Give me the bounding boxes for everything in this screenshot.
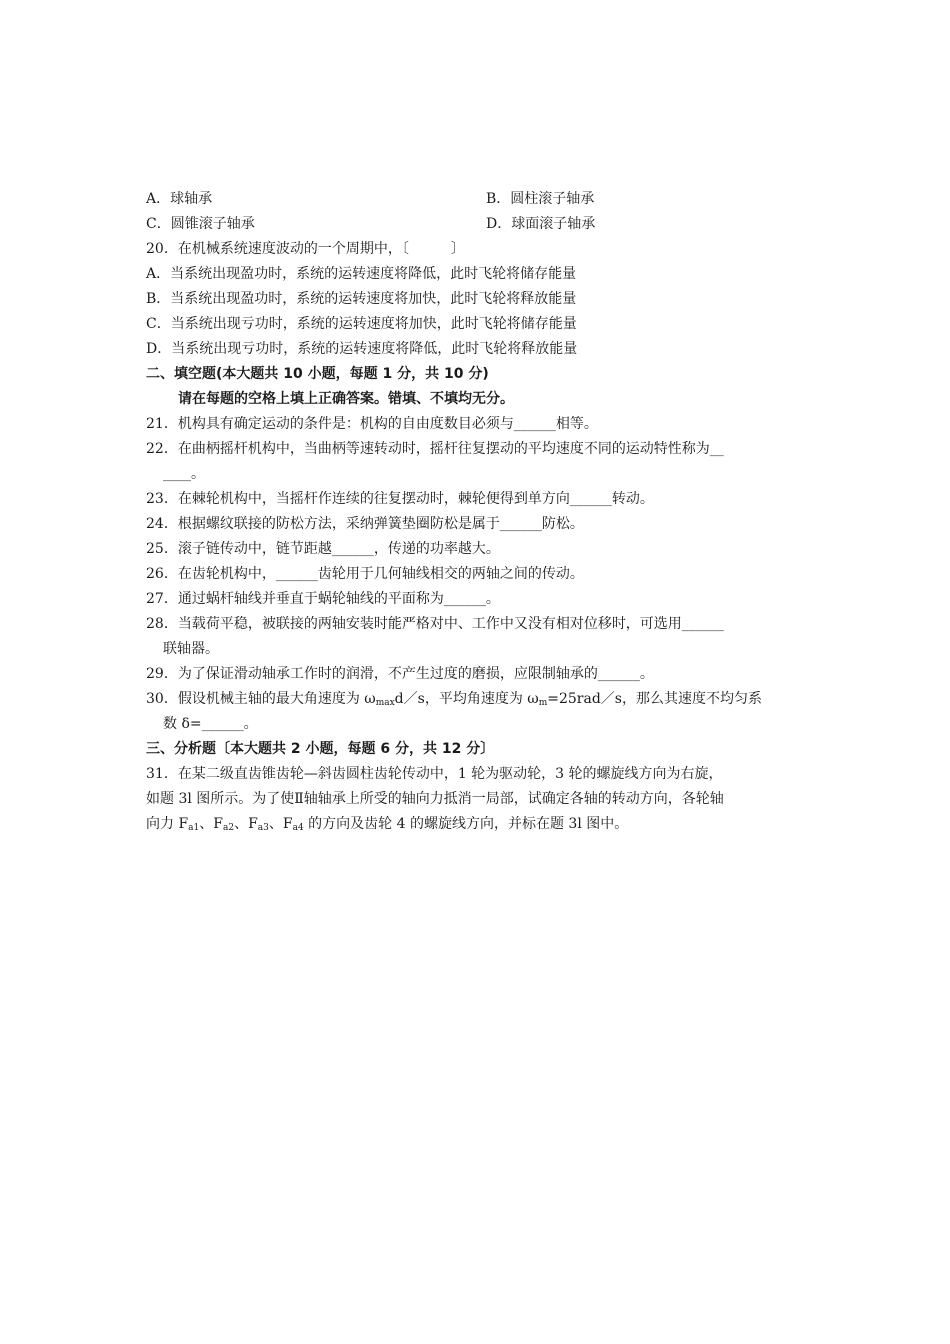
q20-option-a: A．当系统出现盈功时，系统的运转速度将降低，此时飞轮将储存能量 (146, 266, 577, 282)
section2-instruction: 请在每题的空格上填上正确答案。错填、不填均无分。 (178, 391, 514, 407)
q31-text-a: 向力 F (146, 816, 189, 832)
q31-line1: 31．在某二级直齿锥齿轮—斜齿圆柱齿轮传动中，1 轮为驱动轮，3 轮的螺旋线方向为右旋， (146, 766, 723, 782)
q26: 26．在齿轮机构中，______齿轮用于几何轴线相交的两轴之间的传动。 (146, 566, 584, 582)
q20-option-d: D．当系统出现亏功时，系统的运转速度将降低，此时飞轮将释放能量 (146, 341, 578, 357)
q19-option-d: D．球面滚子轴承 (486, 216, 596, 232)
q31-text-b: 、F (199, 816, 223, 832)
q20-option-b: B．当系统出现盈功时，系统的运转速度将加快，此时飞轮将释放能量 (146, 291, 577, 307)
q19-option-b: B．圆柱滚子轴承 (486, 191, 595, 207)
q19-option-row-2 (146, 214, 806, 234)
section2-title: 二、填空题(本大题共 10 小题，每题 1 分，共 10 分) (146, 366, 489, 382)
q30-sub-max: max (375, 698, 395, 708)
q23: 23．在棘轮机构中，当摇杆作连续的往复摆动时，棘轮便得到单方向______转动。 (146, 491, 654, 507)
q31-text-e: 的方向及齿轮 4 的螺旋线方向，并标在题 3l 图中。 (303, 816, 629, 832)
q31-text-d: 、F (268, 816, 293, 832)
q22-line1: 22．在曲柄摇杆机构中，当曲柄等速转动时，摇杆往复摆动的平均速度不同的运动特性称为__ (146, 441, 724, 457)
q31-line2: 如题 3l 图所示。为了使Ⅱ轴轴承上所受的轴向力抵消一局部，试确定各轴的转动方向，各轮轴 (146, 791, 724, 807)
q30-text-1: 30．假设机械主轴的最大角速度为 ω (146, 691, 376, 707)
q31-text-c: 、F (234, 816, 258, 832)
q19-option-c: C．圆锥滚子轴承 (146, 216, 255, 232)
q25: 25．滚子链传动中，链节距越______，传递的功率越大。 (146, 541, 500, 557)
q28-line1: 28．当载荷平稳，被联接的两轴安装时能严格对中、工作中又没有相对位移时，可选用______ (146, 616, 724, 632)
q24: 24．根据螺纹联接的防松方法，采纳弹簧垫圈防松是属于______防松。 (146, 516, 584, 532)
q28-line2: 联轴器。 (163, 641, 219, 657)
q30-line1 (146, 689, 806, 713)
section3-title: 三、分析题〔本大题共 2 小题，每题 6 分，共 12 分〕 (146, 741, 495, 757)
q31-sub-a2: a2 (222, 823, 235, 833)
q31-sub-a4: a4 (292, 823, 304, 833)
q20-option-c: C．当系统出现亏功时，系统的运转速度将加快，此时飞轮将储存能量 (146, 316, 577, 332)
q31-line3 (146, 814, 806, 838)
q19-option-row-1 (146, 189, 806, 209)
q31-sub-a3: a3 (257, 823, 269, 833)
q30-line2: 数 δ=______。 (163, 716, 258, 732)
q19-option-a: A．球轴承 (146, 191, 213, 207)
q22-line2: ____。 (163, 466, 205, 482)
q20-stem: 20．在机械系统速度波动的一个周期中，〔 〕 (146, 241, 465, 257)
q30-text-2: d／s，平均角速度为 ω (394, 691, 539, 707)
q31-sub-a1: a1 (188, 823, 200, 833)
q30-sub-m: m (538, 698, 548, 708)
q27: 27．通过蜗杆轴线并垂直于蜗轮轴线的平面称为______。 (146, 591, 500, 607)
q21: 21．机构具有确定运动的条件是：机构的自由度数目必须与______相等。 (146, 416, 598, 432)
q30-text-3: =25rad／s，那么其速度不均匀系 (547, 691, 762, 707)
q29: 29．为了保证滑动轴承工作时的润滑，不产生过度的磨损，应限制轴承的______。 (146, 666, 654, 682)
